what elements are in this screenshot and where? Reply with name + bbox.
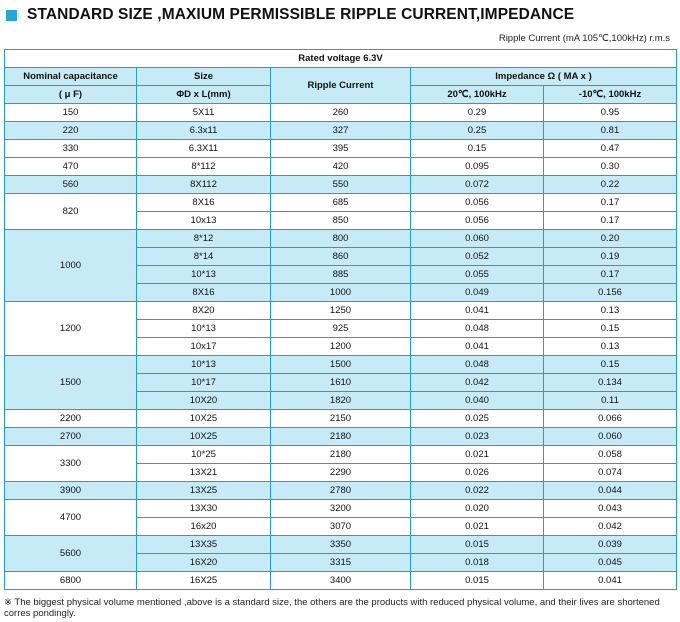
impedance-20c-cell: 0.018 [411, 554, 544, 572]
ripple-current-cell: 2180 [271, 428, 411, 446]
impedance-header: Impedance Ω ( MA x ) [411, 68, 677, 86]
size-cell: 10*13 [137, 320, 271, 338]
capacitance-cell: 820 [5, 194, 137, 230]
impedance-minus10c-cell: 0.042 [544, 518, 677, 536]
impedance-minus10c-cell: 0.15 [544, 320, 677, 338]
ripple-current-cell: 885 [271, 266, 411, 284]
ripple-current-cell: 925 [271, 320, 411, 338]
ripple-current-cell: 3315 [271, 554, 411, 572]
impedance-20c-header: 20℃, 100kHz [411, 86, 544, 104]
size-cell: 10x13 [137, 212, 271, 230]
ripple-current-header: Ripple Current [271, 68, 411, 104]
impedance-20c-cell: 0.049 [411, 284, 544, 302]
size-cell: 13X30 [137, 500, 271, 518]
capacitance-cell: 3300 [5, 446, 137, 482]
size-cell: 10X25 [137, 410, 271, 428]
table-row [5, 572, 677, 590]
impedance-20c-cell: 0.015 [411, 536, 544, 554]
impedance-minus10c-cell: 0.156 [544, 284, 677, 302]
ripple-current-cell: 850 [271, 212, 411, 230]
spec-table [4, 49, 677, 590]
ripple-current-cell: 260 [271, 104, 411, 122]
impedance-20c-cell: 0.026 [411, 464, 544, 482]
size-cell: 8*112 [137, 158, 271, 176]
impedance-minus10c-cell: 0.039 [544, 536, 677, 554]
capacitance-cell: 150 [5, 104, 137, 122]
impedance-minus10c-cell: 0.15 [544, 356, 677, 374]
capacitance-cell: 5600 [5, 536, 137, 572]
impedance-20c-cell: 0.021 [411, 518, 544, 536]
size-cell: 13X21 [137, 464, 271, 482]
impedance-20c-cell: 0.040 [411, 392, 544, 410]
impedance-20c-cell: 0.095 [411, 158, 544, 176]
capacitance-cell: 1000 [5, 230, 137, 302]
impedance-20c-cell: 0.022 [411, 482, 544, 500]
impedance-minus10c-cell: 0.045 [544, 554, 677, 572]
size-cell: 8X16 [137, 284, 271, 302]
impedance-minus10c-cell: 0.19 [544, 248, 677, 266]
title-marker-icon [6, 10, 17, 21]
ripple-current-cell: 1820 [271, 392, 411, 410]
impedance-minus10c-cell: 0.044 [544, 482, 677, 500]
impedance-20c-cell: 0.041 [411, 302, 544, 320]
impedance-20c-cell: 0.25 [411, 122, 544, 140]
ripple-current-cell: 1200 [271, 338, 411, 356]
ripple-current-cell: 327 [271, 122, 411, 140]
capacitance-unit-header: ( μ F) [5, 86, 137, 104]
size-cell: 8X16 [137, 194, 271, 212]
size-cell: 10*13 [137, 356, 271, 374]
size-cell: 10*17 [137, 374, 271, 392]
impedance-minus10c-cell: 0.95 [544, 104, 677, 122]
table-row [5, 176, 677, 194]
size-cell: 6.3X11 [137, 140, 271, 158]
size-cell: 6.3x11 [137, 122, 271, 140]
table-row [5, 140, 677, 158]
size-cell: 16X20 [137, 554, 271, 572]
impedance-20c-cell: 0.021 [411, 446, 544, 464]
ripple-unit-note: Ripple Current (mA 105℃,100kHz) r.m.s [498, 33, 670, 44]
size-cell: 13X35 [137, 536, 271, 554]
impedance-minus10c-cell: 0.47 [544, 140, 677, 158]
table-row [5, 446, 677, 464]
size-cell: 10*25 [137, 446, 271, 464]
capacitance-cell: 1500 [5, 356, 137, 410]
impedance-20c-cell: 0.048 [411, 356, 544, 374]
impedance-20c-cell: 0.041 [411, 338, 544, 356]
capacitance-header: Nominal capacitance [5, 68, 137, 86]
impedance-minus10c-cell: 0.060 [544, 428, 677, 446]
table-row [5, 230, 677, 248]
impedance-20c-cell: 0.042 [411, 374, 544, 392]
table-row [5, 428, 677, 446]
ripple-current-cell: 395 [271, 140, 411, 158]
ripple-current-cell: 2780 [271, 482, 411, 500]
impedance-minus10c-cell: 0.13 [544, 302, 677, 320]
size-cell: 8X20 [137, 302, 271, 320]
impedance-20c-cell: 0.023 [411, 428, 544, 446]
ripple-current-cell: 3070 [271, 518, 411, 536]
table-row [5, 482, 677, 500]
capacitance-cell: 1200 [5, 302, 137, 356]
table-row [5, 104, 677, 122]
size-unit-header: ΦD x L(mm) [137, 86, 271, 104]
impedance-minus10c-cell: 0.074 [544, 464, 677, 482]
size-cell: 10X25 [137, 428, 271, 446]
impedance-minus10c-cell: 0.17 [544, 194, 677, 212]
capacitance-cell: 3900 [5, 482, 137, 500]
ripple-current-cell: 1500 [271, 356, 411, 374]
table-row [5, 410, 677, 428]
table-row [5, 194, 677, 212]
impedance-20c-cell: 0.048 [411, 320, 544, 338]
size-cell: 16x20 [137, 518, 271, 536]
footnote: ※ The biggest physical volume mentioned ,above is a standard size, the others are the products with reduced physical volume, and their lives are shortened corres pondingly. [4, 597, 660, 619]
size-cell: 8*12 [137, 230, 271, 248]
impedance-minus10c-cell: 0.81 [544, 122, 677, 140]
size-cell: 5X11 [137, 104, 271, 122]
ripple-current-cell: 1000 [271, 284, 411, 302]
impedance-20c-cell: 0.056 [411, 194, 544, 212]
ripple-current-cell: 860 [271, 248, 411, 266]
size-cell: 13X25 [137, 482, 271, 500]
table-row [5, 356, 677, 374]
impedance-minus10c-cell: 0.058 [544, 446, 677, 464]
table-row [5, 122, 677, 140]
impedance-20c-cell: 0.020 [411, 500, 544, 518]
impedance-20c-cell: 0.056 [411, 212, 544, 230]
size-cell: 10X20 [137, 392, 271, 410]
capacitance-cell: 6800 [5, 572, 137, 590]
page-title: STANDARD SIZE ,MAXIUM PERMISSIBLE RIPPLE CURRENT,IMPEDANCE [27, 6, 575, 23]
ripple-current-cell: 3350 [271, 536, 411, 554]
impedance-minus10c-cell: 0.11 [544, 392, 677, 410]
ripple-current-cell: 1250 [271, 302, 411, 320]
table-row [5, 500, 677, 518]
ripple-current-cell: 2150 [271, 410, 411, 428]
ripple-current-cell: 3200 [271, 500, 411, 518]
ripple-current-cell: 420 [271, 158, 411, 176]
impedance-minus10c-cell: 0.17 [544, 212, 677, 230]
impedance-minus10c-cell: 0.134 [544, 374, 677, 392]
size-cell: 16X25 [137, 572, 271, 590]
rated-voltage-header: Rated voltage 6.3V [5, 50, 677, 68]
table-row [5, 536, 677, 554]
capacitance-cell: 2700 [5, 428, 137, 446]
ripple-current-cell: 2180 [271, 446, 411, 464]
impedance-minus10c-header: -10℃, 100kHz [544, 86, 677, 104]
capacitance-cell: 2200 [5, 410, 137, 428]
capacitance-cell: 4700 [5, 500, 137, 536]
impedance-20c-cell: 0.15 [411, 140, 544, 158]
ripple-current-cell: 3400 [271, 572, 411, 590]
capacitance-cell: 470 [5, 158, 137, 176]
page-title-block [6, 5, 574, 25]
impedance-20c-cell: 0.29 [411, 104, 544, 122]
impedance-minus10c-cell: 0.17 [544, 266, 677, 284]
size-cell: 8X112 [137, 176, 271, 194]
table-row [5, 302, 677, 320]
capacitance-cell: 560 [5, 176, 137, 194]
impedance-minus10c-cell: 0.041 [544, 572, 677, 590]
ripple-current-cell: 685 [271, 194, 411, 212]
ripple-current-cell: 550 [271, 176, 411, 194]
impedance-minus10c-cell: 0.22 [544, 176, 677, 194]
size-header: Size [137, 68, 271, 86]
ripple-current-cell: 2290 [271, 464, 411, 482]
impedance-minus10c-cell: 0.20 [544, 230, 677, 248]
ripple-current-cell: 1610 [271, 374, 411, 392]
impedance-minus10c-cell: 0.30 [544, 158, 677, 176]
ripple-current-cell: 800 [271, 230, 411, 248]
size-cell: 10*13 [137, 266, 271, 284]
impedance-minus10c-cell: 0.13 [544, 338, 677, 356]
impedance-20c-cell: 0.052 [411, 248, 544, 266]
capacitance-cell: 330 [5, 140, 137, 158]
impedance-minus10c-cell: 0.066 [544, 410, 677, 428]
spec-table-body [5, 104, 677, 590]
size-cell: 8*14 [137, 248, 271, 266]
impedance-minus10c-cell: 0.043 [544, 500, 677, 518]
impedance-20c-cell: 0.015 [411, 572, 544, 590]
impedance-20c-cell: 0.025 [411, 410, 544, 428]
table-row [5, 158, 677, 176]
impedance-20c-cell: 0.055 [411, 266, 544, 284]
impedance-20c-cell: 0.072 [411, 176, 544, 194]
impedance-20c-cell: 0.060 [411, 230, 544, 248]
capacitance-cell: 220 [5, 122, 137, 140]
size-cell: 10x17 [137, 338, 271, 356]
